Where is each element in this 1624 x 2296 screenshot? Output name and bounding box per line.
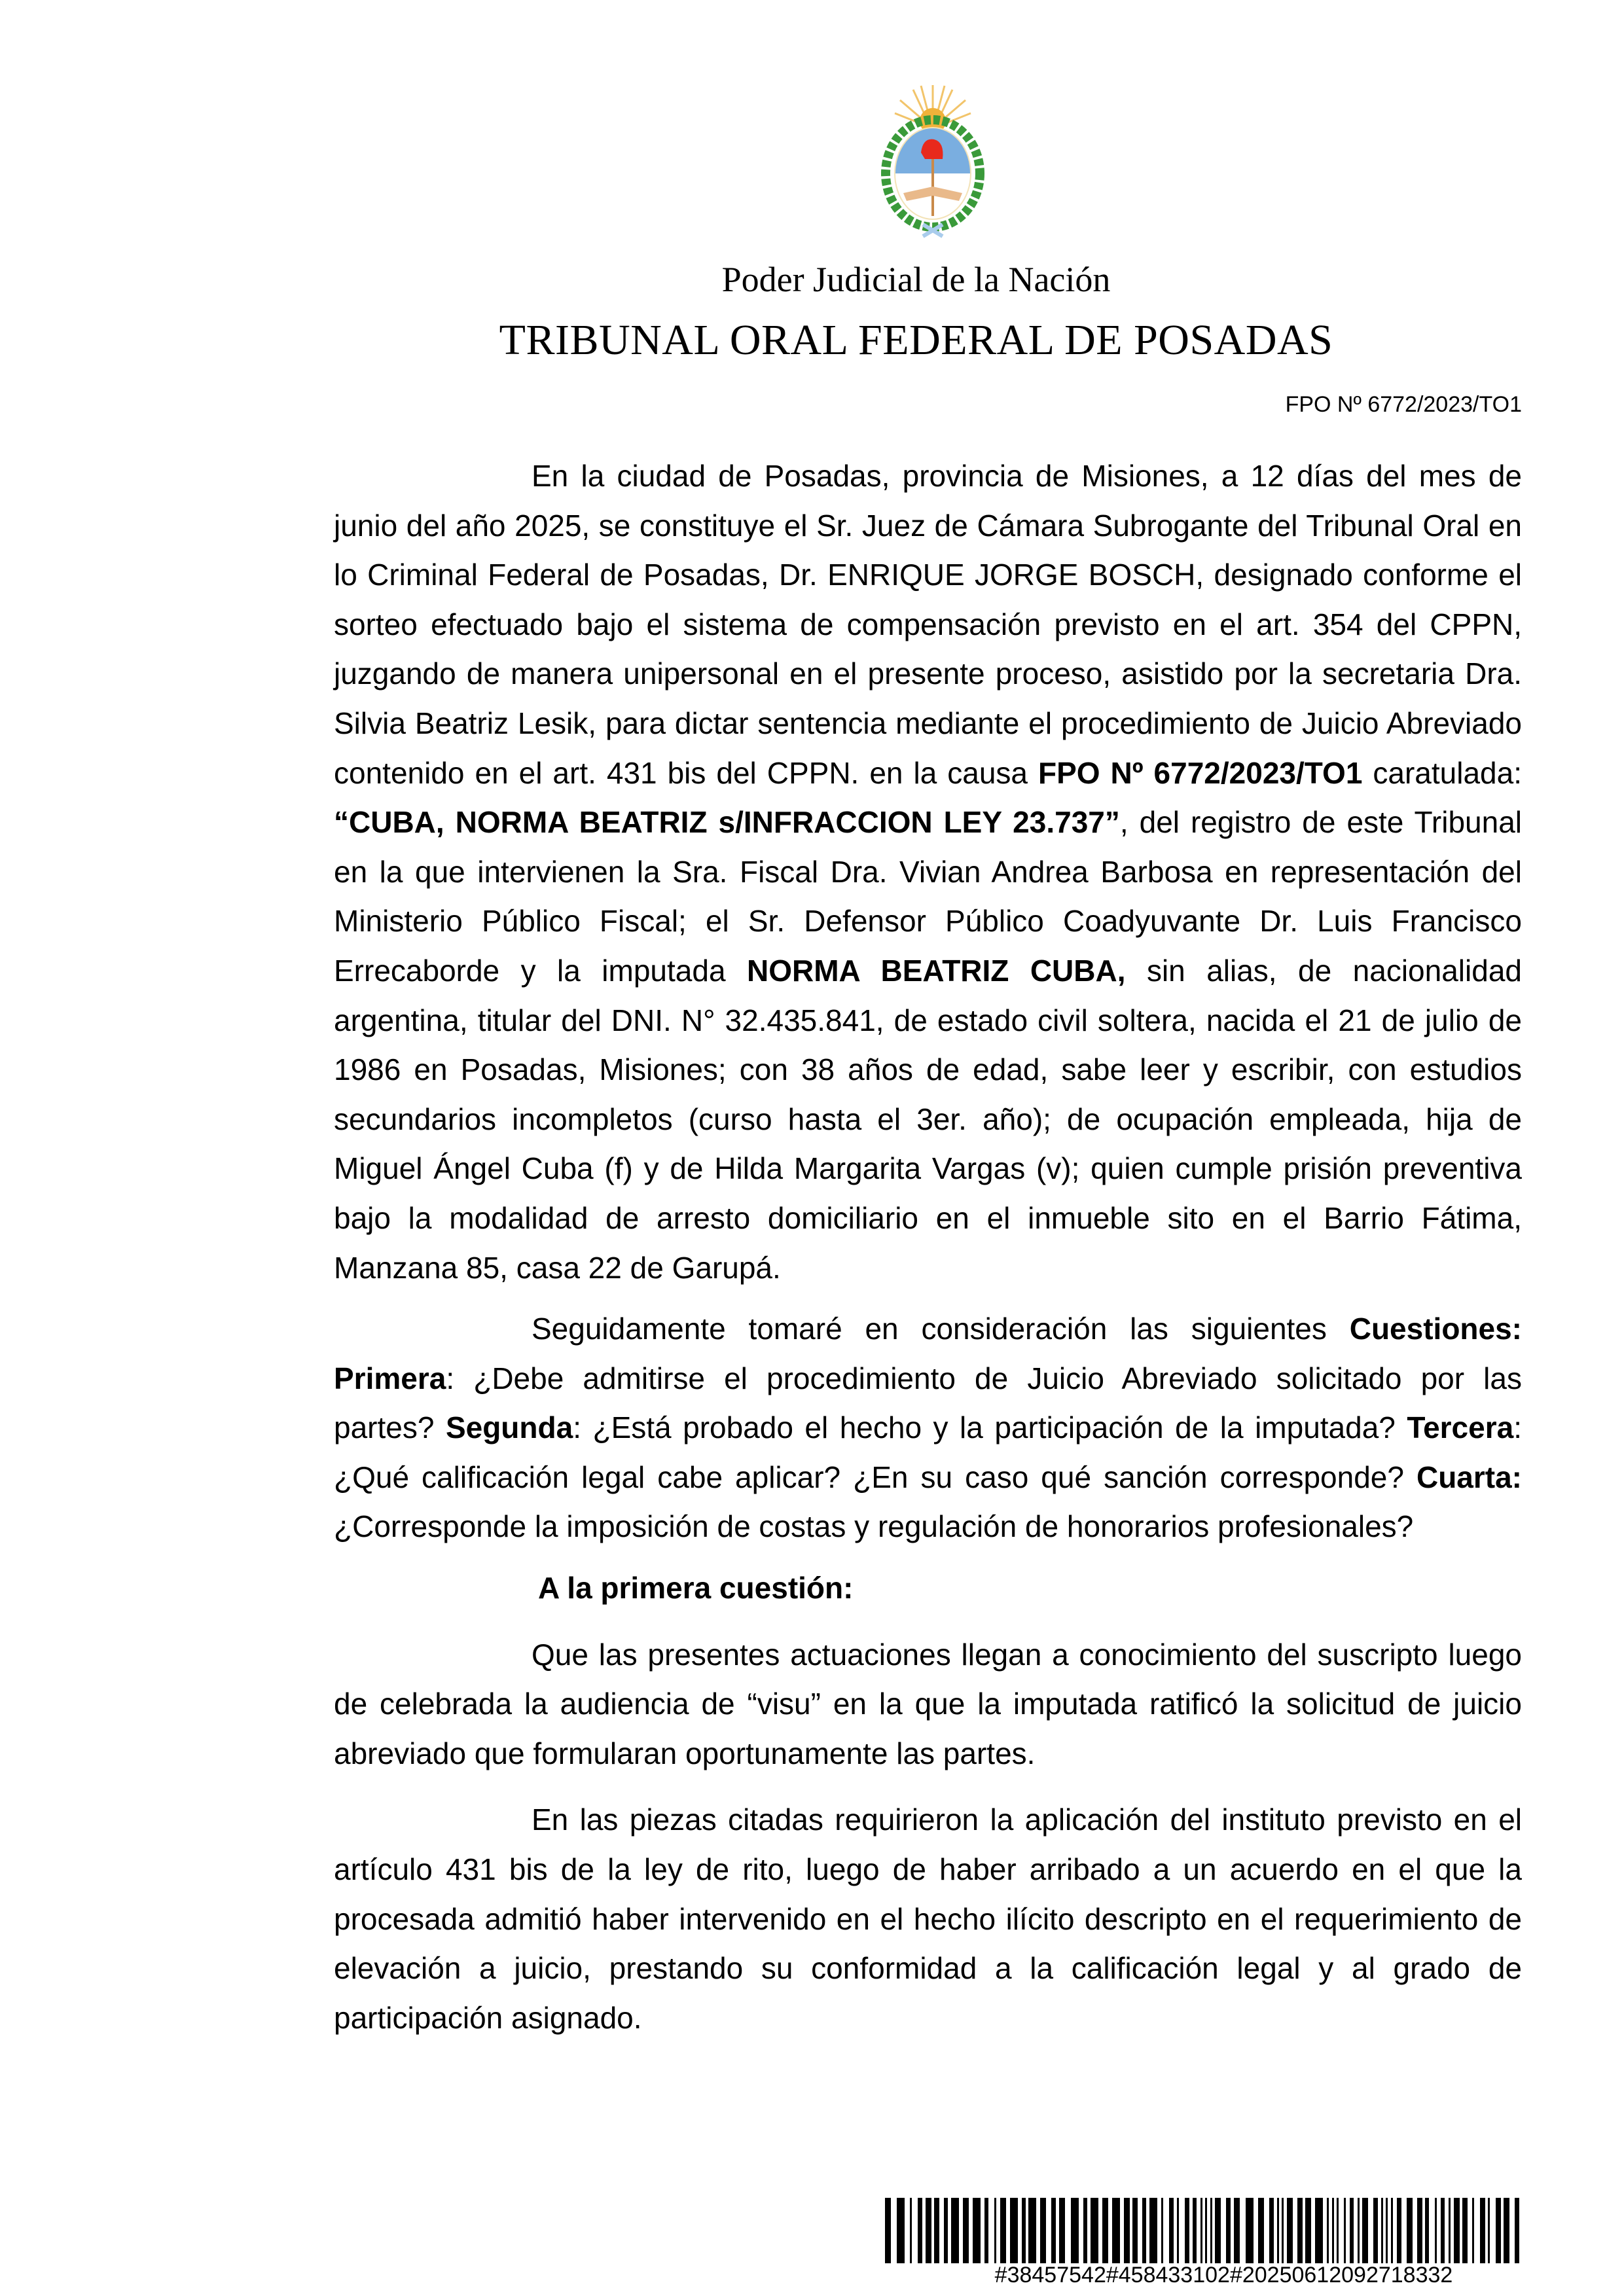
opening-paragraph [334,452,1522,1293]
first-question-subheading: A la primera cuestión: [538,1571,854,1605]
judicial-power-title: Poder Judicial de la Nación [721,260,1111,299]
fourth-question-label: Cuarta: [1416,1460,1522,1494]
paragraph-text: caratulada: [1362,755,1522,790]
barcode-number: #38457542#458433102#20250612092718332 [994,2263,1453,2287]
document-body [334,452,1522,2043]
argentina-coat-of-arms-icon [874,82,992,239]
paragraph-text: Seguidamente tomaré en consideración las siguientes [532,1312,1350,1346]
case-title-bold: “CUBA, NORMA BEATRIZ s/INFRACCION LEY 23.737” [334,805,1120,840]
defendant-name-bold: NORMA BEATRIZ CUBA, [746,953,1126,988]
questions-paragraph [334,1304,1522,1552]
case-number-bold: FPO Nº 6772/2023/TO1 [1038,755,1363,790]
agreement-paragraph: En las piezas citadas requirieron la aplicación del instituto previsto en el artículo 431 bis de la ley de rito, luego de haber arribado a un acuerdo en el que la procesada admitió haber intervenido en el hecho ilícito descripto en el requerimiento de elevación a juicio, prestando su conformidad a la calificación legal y al grado de participación asignado. [334,1803,1522,2035]
case-number-reference: FPO Nº 6772/2023/TO1 [1285,392,1522,417]
paragraph-text: sin alias, de nacionalidad argentina, titular del DNI. N° 32.435.841, de estado civil soltera, nacida el 21 de julio de 1986 en Posadas, Misiones; con 38 años de edad, sabe leer y escribir, con estudios secundarios incompletos (curso hasta el 3er. año); de ocupación empleada, hija de Miguel Ángel Cuba (f) y de Hilda Margarita Vargas (v); quien cumple prisión preventiva bajo la modalidad de arresto domiciliario en el inmueble sito en el Barrio Fátima, Manzana 85, casa 22 de Garupá. [334,953,1522,1285]
paragraph-text: : ¿Está probado el hecho y la participación de la imputada? [573,1410,1407,1445]
paragraph-text: : ¿Qué calificación legal cabe aplicar? ¿En su caso qué sanción corresponde? [334,1410,1522,1494]
paragraph-text: En la ciudad de Posadas, provincia de Misiones, a 12 días del mes de junio del año 2025, se constituye el Sr. Juez de Cámara Subrogante del Tribunal Oral en lo Criminal Federal de Posadas, Dr. ENRIQUE JORGE BOSCH, designado conforme el sorteo efectuado bajo el sistema de compensación previsto en el art. 354 del CPPN, juzgando de manera unipersonal en el presente proceso, asistido por la secretaria Dra. Silvia Beatriz Lesik, para dictar sentencia mediante el procedimiento de Juicio Abreviado contenido en el art. 431 bis del CPPN. en la causa [334,459,1522,790]
proceedings-paragraph: Que las presentes actuaciones llegan a conocimiento del suscripto luego de celebrada la audiencia de “visu” en la que la imputada ratificó la solicitud de juicio abreviado que formularan oportunamente las partes. [334,1637,1522,1770]
third-question-label: Tercera [1407,1410,1514,1445]
second-question-label: Segunda [445,1410,573,1445]
barcode-icon [885,2198,1523,2263]
court-name-title: TRIBUNAL ORAL FEDERAL DE POSADAS [499,316,1333,364]
paragraph-text: : ¿Debe admitirse el procedimiento de Juicio Abreviado solicitado por las partes? [334,1361,1522,1445]
paragraph-text: ¿Corresponde la imposición de costas y regulación de honorarios profesionales? [334,1509,1414,1544]
first-question-label: Cuestiones: Primera [334,1312,1522,1395]
paragraph-text: , del registro de este Tribunal en la que intervienen la Sra. Fiscal Dra. Vivian Andrea Barbosa en representación del Ministerio Público Fiscal; el Sr. Defensor Público Coadyuvante Dr. Luis Francisco Errecaborde y la imputada [334,805,1522,988]
